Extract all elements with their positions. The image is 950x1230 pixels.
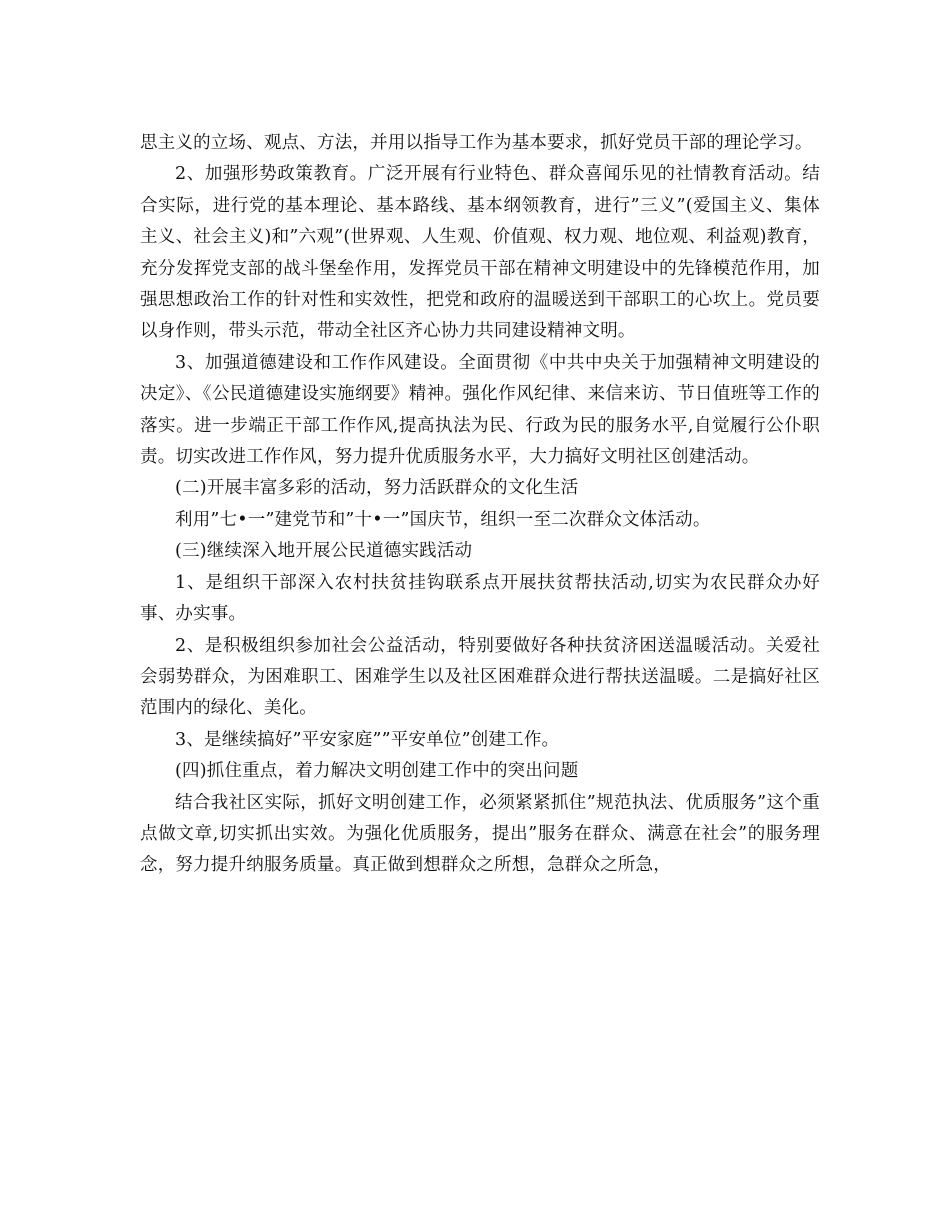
section-heading-moral-practice: (三)继续深入地开展公民道德实践活动 bbox=[175, 541, 473, 562]
paragraph-festival-activities: 利用”七•一”建党节和”十•一”国庆节，组织一至二次群众文体活动。 bbox=[175, 509, 711, 530]
paragraph-moral-construction: 3、加强道德建设和工作作风建设。全面贯彻《中共中央关于加强精神文明建设的决定》、《公民道德建设实施纲要》精神。强化作风纪律、来信来访、节日值班等工作的落实。进一步端正干部工作作风,提高执法为民、行政为民的服务水平,自觉履行公仆职责。切实改进工作作风，努力提升优质服务水平，大力搞好文明社区创建活动。 bbox=[140, 352, 820, 468]
document-body bbox=[140, 128, 820, 882]
paragraph-service-concept: 结合我社区实际，抓好文明创建工作，必须紧紧抓住”规范执法、优质服务”这个重点做文章,切实抓出实效。为强化优质服务，提出”服务在群众、满意在社会”的服务理念，努力提升纳服务质量。真正做到想群众之所想，急群众之所急， bbox=[140, 792, 820, 876]
paragraph-safe-family: 3、是继续搞好”平安家庭””平安单位”创建工作。 bbox=[175, 729, 560, 750]
section-heading-cultural-activities: (二)开展丰富多彩的活动，努力活跃群众的文化生活 bbox=[175, 478, 579, 499]
section-heading-key-problems: (四)抓住重点，着力解决文明创建工作中的突出问题 bbox=[175, 761, 579, 782]
paragraph-poverty-assistance: 1、是组织干部深入农村扶贫挂钩联系点开展扶贫帮扶活动,切实为农民群众办好事、办实事。 bbox=[140, 572, 820, 625]
paragraph-public-welfare: 2、是积极组织参加社会公益活动，特别要做好各种扶贫济困送温暖活动。关爱社会弱势群众，为困难职工、困难学生以及社区困难群众进行帮扶送温暖。二是搞好社区范围内的绿化、美化。 bbox=[140, 635, 820, 719]
paragraph-continuation: 思主义的立场、观点、方法，并用以指导工作为基本要求，抓好党员干部的理论学习。 bbox=[140, 133, 813, 153]
paragraph-situation-policy-education: 2、加强形势政策教育。广泛开展有行业特色、群众喜闻乐见的社情教育活动。结合实际，进行党的基本理论、基本路线、基本纲领教育，进行”三义”(爱国主义、集体主义、社会主义)和”六观”(世界观、人生观、价值观、权力观、地位观、利益观)教育，充分发挥党支部的战斗堡垒作用，发挥党员干部在精神文明建设中的先锋模范作用，加强思想政治工作的针对性和实效性，把党和政府的温暖送到干部职工的心坎上。党员要以身作则，带头示范，带动全社区齐心协力共同建设精神文明。 bbox=[140, 164, 820, 342]
